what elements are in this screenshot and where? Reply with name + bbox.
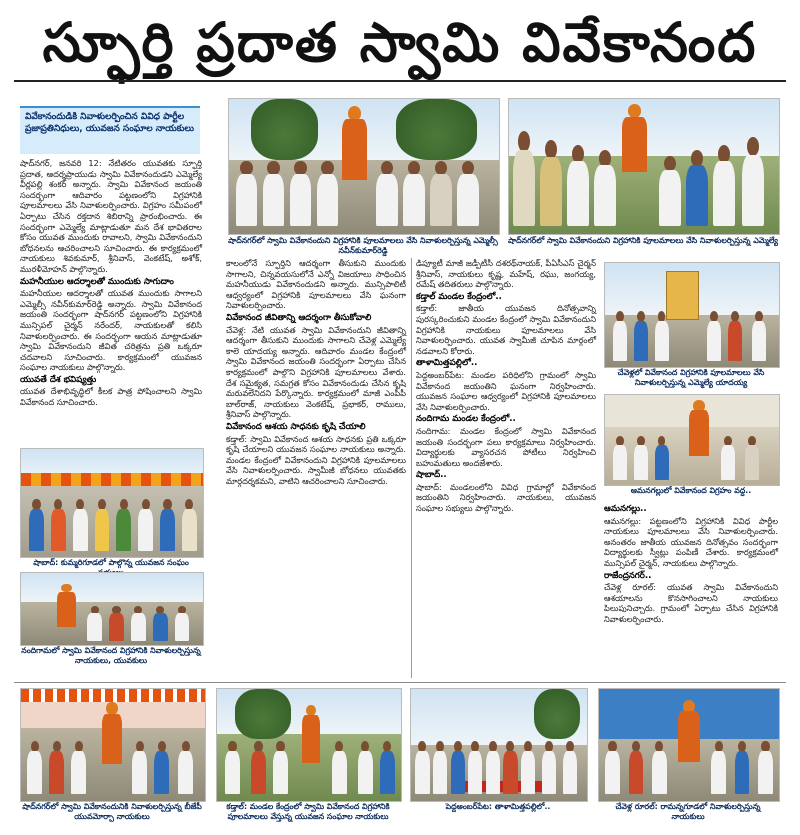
headline-rule [14,80,786,82]
subheading: వివేకానంద జీవితాన్ని ఆదర్శంగా తీసుకోవాలి [226,312,372,323]
subheading: షాబాద్.. [416,470,447,481]
article-column-4 [604,502,778,678]
paragraph: చేవెళ్ల రూరల్: యువత స్వామి వివేకానందుని ఆశయాలను కొనసాగించాలని నాయకులు పిలుపునిచ్చారు. గ్రామంలో ఏర్పాటు చేసిన విగ్రహానికి నివాళులర్పించారు. [604,582,778,624]
photo-shadnagar-mlc [228,98,500,235]
paragraph: కడ్తాల్: జాతీయ యువజన దినోత్సవాన్ని పురస్కరించుకుని మండల కేంద్రంలో స్వామి వివేకానందుని విగ్రహానికి నాయకులు పూలమాలలు వేసి నివాళులర్పించారు. యువత స్వామీజీ చూపిన మార్గంలో నడవాలని కోరారు. [416,303,596,356]
paragraph: డిప్యూటీ మాజీ జడ్పీటీసీ దశరథ్‌నాయక్, పీఏసీఎస్ చైర్మన్ శ్రీనివాస్, నాయకులు కృష్ణ, మహేష్, రఘు, జంగయ్య, రమేష్ తదితరులు పాల్గొన్నారు. [416,258,596,290]
caption: కడ్తాల్: మండల కేంద్రంలో స్వామి వివేకానంద విగ్రహానికి పూలమాలలు వేస్తున్న యువజన సంఘాల నాయకులు [226,802,390,821]
bottom-rule [14,682,786,683]
paragraph: నందిగామ: మండల కేంద్రంలో స్వామి వివేకానంద జయంతి సందర్భంగా పలు కార్యక్రమాలు నిర్వహించారు. విద్యార్థులకు వ్యాసరచన పోటీలు నిర్వహించి బహుమతులు అందజేశారు. [416,425,596,468]
subheading: మహనీయుల ఆదర్శాలతో ముందుకు సాగుదాం [20,276,174,287]
subheading: నందిగామ మండల కేంద్రంలో.. [416,414,516,425]
paragraph: షాద్‌నగర్, జనవరి 12: నేటితరం యువతకు స్ఫూర్తి ప్రదాత, ఆదర్శప్రాయుడు స్వామి వివేకానందుడని ఎమ్మెల్యే వీర్లపల్లి శంకర్ అన్నారు. స్వామి వివేకానంద జయంతి సందర్భంగా ఆదివారం పట్టణంలోని విగ్రహానికి పూలమాలలు వేసి నివాళులర్పించారు. విగ్రహం సమీపంలో ఏర్పాటు చేసిన రక్తదాన శిబిరాన్ని ప్రారంభించారు. ఈ సందర్భంగా ఎమ్మెల్యే మాట్లాడుతూ మన దేశ భావితరాల కోసం యువత ముందుకు రావాలని, స్వామి వివేకానందుని బోధనలను ఆచరించాలని సూచించారు. ఈ కార్యక్రమంలో నాయకులు శివకుమార్, శ్రీనివాస్, వెంకటేష్, అశోక్, మురళీమోహన్ పాల్గొన్నారు. [20,158,202,274]
paragraph: కడ్తాల్: స్వామి వివేకానంద ఆశయ సాధనకు ప్రతి ఒక్కరూ కృషి చేయాలని యువజన సంఘాల నాయకులు అన్నారు. మండల కేంద్రంలో వివేకానందుని విగ్రహానికి పూలమాలలు వేసి నివాళులర్పించారు. స్వామీజీ బోధనలు యువతకు మార్గదర్శకమని, వాటిని ఆచరించాలని సూచించారు. [226,433,406,486]
photo-shabad-group [20,448,204,558]
article-column-1 [20,158,202,440]
paragraph: కాలంలోనే స్ఫూర్తిని ఆదర్శంగా తీసుకుని ముందుకు సాగాలని, చిన్నవయసులోనే ఎన్నో విజయాలు సాధించిన మహనీయుడు వివేకానందుడని అన్నారు. మున్సిపాలిటీ ఆధ్వర్యంలో విగ్రహానికి పూలమాలలు వేసి ఘనంగా నివాళులర్పించారు. [226,258,406,311]
caption: పెద్దఅంబర్‌పేట: తాళామిత్తపల్లిలో.. [445,802,551,811]
subheading: వివేకానంద ఆశయ సాధనకు కృషి చేయాలి [226,421,366,432]
article-column-2 [226,258,406,678]
caption: షాద్‌నగర్‌లో స్వామి వివేకానందుని విగ్రహానికి పూలమాలలు వేసి నివాళులర్పిస్తున్న ఎమ్మెల్సీ నవీన్‌కుమార్‌రెడ్డి [228,236,498,255]
caption: చేవెళ్లలో వివేకానంద విగ్రహానికి పూలమాలలు వేసి నివాళులర్పిస్తున్న ఎమ్మెల్యే యాదయ్య [617,368,765,387]
subheading: రాజేంద్రనగర్.. [604,570,652,581]
photo-chevella-rural [598,688,780,802]
paragraph: చేవెళ్ల: నేటి యువత స్వామి వివేకానందుని జీవితాన్ని ఆదర్శంగా తీసుకుని ముందుకు సాగాలని చేవెళ్ల ఎమ్మెల్యే కాలె యాదయ్య అన్నారు. ఆదివారం మండల కేంద్రంలో స్వామి వివేకానంద జయంతి సందర్భంగా ఏర్పాటు చేసిన కార్యక్రమంలో పాల్గొని విగ్రహానికి పూలమాలలు వేశారు. దేశ సమైక్యత, సమగ్రత కోసం వివేకానందుడు చేసిన కృషి మరువలేనిదని పేర్కొన్నారు. కార్యక్రమంలో మాజీ ఎంపీపీ బాల్‌రాజ్, నాయకులు వెంకటేష్, ప్రభాకర్, రాములు, శ్రీనివాస్ పాల్గొన్నారు. [226,324,406,420]
photo-shadnagar-mla [508,98,780,235]
caption: షాబాద్: కుమ్మరిగూడలో పాల్గొన్న యువజన సంఘం [33,558,189,567]
photo-kadthal [216,688,402,802]
paragraph: ఆమనగల్లు: పట్టణంలోని విగ్రహానికి వివిధ పార్టీల నాయకులు పూలమాలలు వేసి నివాళులర్పించారు. అనంతరం జాతీయ యువజన దినోత్సవం సందర్భంగా విద్యార్థులకు స్వీట్లు పంపిణీ చేశారు. కార్యక్రమంలో మున్సిపల్ చైర్మన్, నాయకులు పాల్గొన్నారు. [604,515,778,568]
headline: స్ఫూర్తి ప్రదాత స్వామి వివేకానంద [42,11,758,74]
paragraph: పెద్దఅంబర్‌పేట: మండల పరిధిలోని గ్రామంలో స్వామి వివేకానంద జయంతిని ఘనంగా నిర్వహించారు. యువజన సంఘాల ఆధ్వర్యంలో విగ్రహానికి పూలమాలలు వేసి నివాళులర్పించారు. [416,369,596,412]
paragraph: మహనీయుల ఆదర్శాలతో యువత ముందుకు సాగాలని ఎమ్మెల్సీ నవీన్‌కుమార్‌రెడ్డి అన్నారు. స్వామి వివేకానంద జయంతి సందర్భంగా షాద్‌నగర్ పట్టణంలోని విగ్రహానికి మున్సిపల్ చైర్మన్ నరేందర్, నాయకులతో కలిసి నివాళులర్పించారు. ఈ సందర్భంగా ఆయన మాట్లాడుతూ స్వామి వివేకానందుని జీవిత చరిత్రను ప్రతి ఒక్కరూ చదవాలని సూచించారు. కార్యక్రమంలో యువజన సంఘాల నాయకులు పాల్గొన్నారు. [20,288,202,373]
caption: ఆమనగల్లులో వివేకానంద విగ్రహం వద్ద.. [630,486,752,495]
paragraph: షాబాద్: మండలంలోని వివిధ గ్రామాల్లో వివేకానంద జయంతిని నిర్వహించారు. నాయకులు, యువజన సంఘాల సభ్యులు పాల్గొన్నారు. [416,481,596,514]
photo-chevella [604,262,780,368]
kicker-box: వివేకానందుడికి నివాళులర్పించిన వివిధ పార్టీల ప్రజాప్రతినిధులు, యువజన సంఘాల నాయకులు [20,106,200,154]
photo-bjym-shadnagar [20,688,206,802]
subheading: ఆమనగల్లు.. [604,504,647,514]
paragraph: యువత దేశాభివృద్ధిలో కీలక పాత్ర పోషించాలని స్వామి వివేకానంద సూచించారు. [20,386,202,408]
caption: చేవెళ్ల రూరల్: రామన్నగూడలో నివాళులర్పిస్తున్న నాయకులు [615,802,761,821]
caption: నందిగామలో స్వామి వివేకానంద విగ్రహానికి నివాళులర్పిస్తున్న నాయకులు, యువకులు [21,646,201,665]
subheading: తాళామిత్తపల్లిలో.. [416,358,478,369]
subheading: కడ్తాల్ మండల కేంద్రంలో.. [416,291,502,302]
caption: షాద్‌నగర్‌లో స్వామి వివేకానందునికి నివాళులర్పిస్తున్న బీజేపీ యువమోర్చా నాయకులు [22,802,202,821]
photo-nandigama [20,572,204,646]
subheading: యువతే దేశ భవిష్యత్తు [20,374,97,385]
column-divider [411,258,412,678]
article-column-3 [416,258,596,678]
photo-amanagallu [604,394,780,486]
caption: షాద్‌నగర్‌లో స్వామి వివేకానందుని విగ్రహానికి పూలమాలలు వేసి నివాళులర్పిస్తున్న ఎమ్మెల్యే [508,236,778,245]
photo-peddaamberpet [410,688,588,802]
